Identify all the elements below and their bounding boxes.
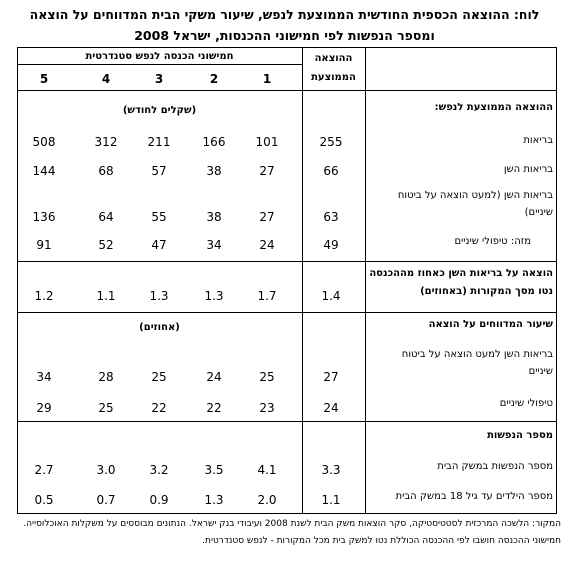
source-note: המקור: הלשכה המרכזית לסטטיסטיקה, סקר הוצאות משק הבית לשנת 2008 ועיבודי בנק ישראל. הנתונים מבוססים על משקלות האוכלוסייה. חמישוני ההכנסה חושבו לפי ההכנסה הכוללת נטו למשק בית מכל המקורות - לנפש סטנדרטית. (23, 519, 561, 546)
cell-reporting-treatment-q4: 25 (98, 401, 114, 415)
section-title-share-line-2: נטו מסך המקורות (באחוזים) (420, 286, 553, 297)
quintile-header-3: 3 (154, 72, 164, 86)
cell-children-q1: 2.0 (257, 493, 277, 507)
cell-persons-q3: 3.2 (149, 463, 169, 477)
cell-reporting-treatment-q2: 22 (206, 401, 222, 415)
cell-dental-excl-q5: 136 (32, 210, 56, 224)
table-title-line-1: לוח: ההוצאה הכספית החודשית הממוצעת לנפש, שיעור משקי הבית המדווחים על הוצאה (29, 7, 540, 22)
row-label-persons-household: מספר הנפשות במשק הבית (437, 461, 553, 472)
cell-children-q2: 1.3 (204, 493, 224, 507)
cell-share-q1: 1.7 (257, 289, 277, 303)
cell-share-q3: 1.3 (149, 289, 169, 303)
cell-persons-q1: 4.1 (257, 463, 277, 477)
quintile-group-underline (17, 64, 302, 65)
cell-reporting-dental-average: 27 (323, 370, 339, 384)
cell-children-q3: 0.9 (149, 493, 169, 507)
cell-health-q5: 508 (32, 135, 56, 149)
cell-treatment-average: 49 (323, 238, 339, 252)
cell-treatment-q4: 52 (98, 238, 114, 252)
cell-reporting-treatment-average: 24 (323, 401, 339, 415)
quintile-header-1: 1 (262, 72, 272, 86)
column-divider-labels (365, 47, 366, 514)
quintile-header-4: 4 (101, 72, 111, 86)
cell-dental-q5: 144 (32, 164, 56, 178)
cell-dental-excl-q2: 38 (206, 210, 222, 224)
row-label-reporting-dental-line-2: שיניים (528, 366, 553, 377)
row-label-reporting-treatment: טיפולי שיניים (499, 398, 553, 409)
cell-dental-q3: 57 (151, 164, 167, 178)
row-label-dental-treatment: מזה: טיפולי שיניים (454, 236, 531, 247)
cell-reporting-treatment-q3: 22 (151, 401, 167, 415)
average-header-line-1: ההוצאה (314, 53, 353, 64)
cell-persons-q4: 3.0 (96, 463, 116, 477)
section-title-reporting: שיעור המדווחים על הוצאה (428, 319, 553, 330)
cell-dental-excl-q1: 27 (259, 210, 275, 224)
cell-persons-average: 3.3 (321, 463, 341, 477)
quintile-header-2: 2 (209, 72, 219, 86)
cell-treatment-q5: 91 (36, 238, 52, 252)
cell-reporting-dental-q4: 28 (98, 370, 114, 384)
quintile-group-header: חמישוני הכנסה לנפש סטנדרטית (85, 51, 234, 62)
cell-health-q2: 166 (202, 135, 226, 149)
row-label-reporting-dental-line-1: בריאות השן למעט הוצאה על ביטוח (401, 349, 553, 360)
row-label-children: מספר הילדים עד גיל 18 במשק הבית (395, 491, 553, 502)
table-frame (17, 47, 557, 514)
cell-dental-excl-q3: 55 (151, 210, 167, 224)
cell-share-average: 1.4 (321, 289, 341, 303)
cell-treatment-q3: 47 (151, 238, 167, 252)
cell-health-q4: 312 (94, 135, 118, 149)
cell-dental-excl-average: 63 (323, 210, 339, 224)
cell-dental-average: 66 (323, 164, 339, 178)
cell-reporting-dental-q2: 24 (206, 370, 222, 384)
cell-treatment-q1: 24 (259, 238, 275, 252)
cell-health-q3: 211 (147, 135, 171, 149)
row-label-dental-excl-insurance-line-2: שיניים) (524, 207, 553, 218)
cell-persons-q2: 3.5 (204, 463, 224, 477)
row-label-dental: בריאות השן (503, 164, 553, 175)
quintile-header-5: 5 (39, 72, 49, 86)
average-header-line-2: הממוצעת (311, 72, 356, 83)
cell-dental-q1: 27 (259, 164, 275, 178)
cell-children-average: 1.1 (321, 493, 341, 507)
section-rule-share (17, 261, 557, 262)
cell-reporting-treatment-q5: 29 (36, 401, 52, 415)
cell-treatment-q2: 34 (206, 238, 222, 252)
header-rule (17, 90, 557, 91)
column-divider-average (302, 47, 303, 514)
cell-share-q2: 1.3 (204, 289, 224, 303)
cell-share-q5: 1.2 (34, 289, 54, 303)
table-title-line-2: ומספר הנפשות לפי חמישוני ההכנסות, ישראל 2008 (134, 28, 435, 43)
cell-children-q4: 0.7 (96, 493, 116, 507)
section-title-avg-expenditure: ההוצאה הממוצעת לנפש: (434, 102, 553, 113)
cell-reporting-treatment-q1: 23 (259, 401, 275, 415)
row-label-dental-excl-insurance-line-1: בריאות השן (למעט הוצאה על ביטוח (397, 190, 553, 201)
cell-reporting-dental-q3: 25 (151, 370, 167, 384)
cell-persons-q5: 2.7 (34, 463, 54, 477)
cell-dental-q2: 38 (206, 164, 222, 178)
cell-reporting-dental-q1: 25 (259, 370, 275, 384)
section-title-share-line-1: הוצאה על בריאות השן כאחוז מההכנסה (369, 268, 553, 279)
section-rule-persons (17, 421, 557, 422)
section-rule-reporting (17, 312, 557, 313)
cell-children-q5: 0.5 (34, 493, 54, 507)
cell-share-q4: 1.1 (96, 289, 116, 303)
cell-dental-excl-q4: 64 (98, 210, 114, 224)
cell-dental-q4: 68 (98, 164, 114, 178)
row-label-health: בריאות (523, 135, 553, 146)
units-shekels: (שקלים לחודש) (122, 105, 197, 116)
cell-reporting-dental-q5: 34 (36, 370, 52, 384)
section-title-persons: מספר הנפשות (487, 430, 553, 441)
cell-health-average: 255 (319, 135, 343, 149)
units-percent: (אחוזים) (139, 322, 180, 333)
cell-health-q1: 101 (255, 135, 279, 149)
